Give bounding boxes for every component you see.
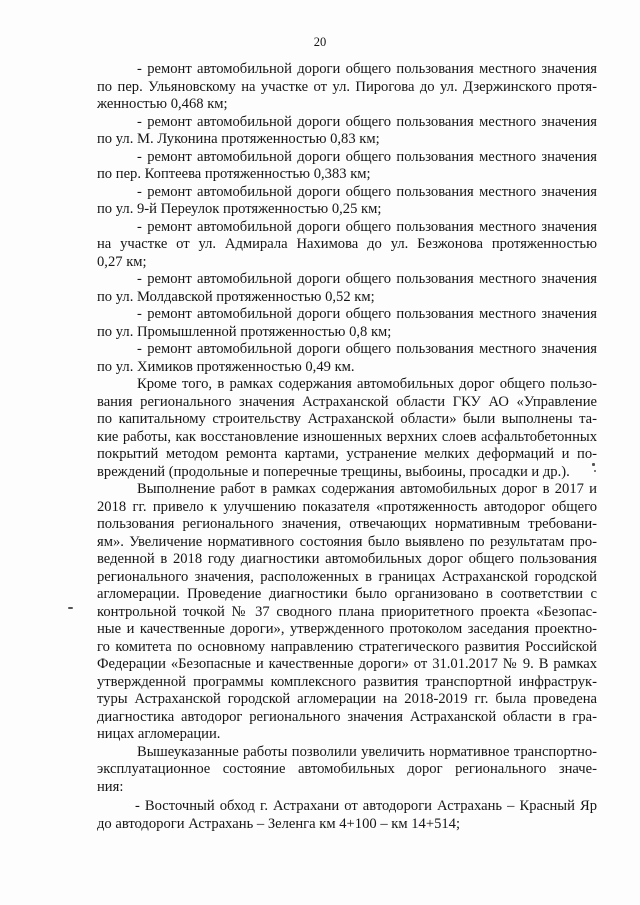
text-line: агломерации. Проведение диагностики было организовано в соответствии с [97, 586, 597, 602]
text-line: по ул. Химиков протяженностью 0,49 км. [97, 358, 355, 375]
text-line: регионального значения, расположенных в границах Астраханской городской [97, 568, 597, 585]
text-line: ницах агломерации. [97, 726, 221, 742]
text-line: по капитальному строительству Астраханской области» были выполнены та- [97, 411, 597, 427]
text-line: контрольной точкой № 37 сводного плана приоритетного проекта «Безопас- [97, 603, 597, 620]
text-line: - ремонт автомобильной дороги общего пользования местного значения [137, 113, 597, 130]
text-line: го комитета по основному направлению стратегического развития Российской [97, 638, 597, 655]
road-repair-item [97, 61, 597, 114]
text-line: по пер. Ульяновскому на участке от ул. Пирогова до ул. Дзержинского протя- [97, 78, 597, 95]
scan-speck [68, 607, 73, 609]
text-line: Вышеуказанные работы позволили увеличить нормативное транспортно- [137, 743, 597, 760]
document-body [97, 61, 597, 833]
text-line: Кроме того, в рамках содержания автомобильных дорог общего пользо- [137, 376, 597, 392]
road-repair-item [97, 149, 597, 184]
text-line: эксплуатационное состояние автомобильных дорог регионального значе- [97, 761, 597, 777]
road-repair-item [97, 306, 597, 341]
text-line: ные и качественные дороги», утвержденного протоколом заседания проектно- [97, 621, 597, 637]
road-repair-item [97, 184, 597, 219]
text-line: Федерации «Безопасные и качественные дороги» от 31.01.2017 № 9. В рамках [97, 656, 597, 672]
text-line: ям». Увеличение нормативного состояния было выявлено по результатам про- [97, 533, 597, 550]
road-repair-item [97, 271, 597, 306]
text-line: ния: [97, 778, 124, 795]
text-line: веденной в 2018 году диагностики автомобильных дорог общего пользования [97, 551, 597, 567]
text-line: до автодороги Астрахань – Зеленга км 4+100 – км 14+514; [97, 815, 461, 832]
text-line: - ремонт автомобильной дороги общего пользования местного значения [137, 306, 597, 322]
text-line: покрытий методом ремонта картами, устранение мелких деформаций и по- [97, 446, 597, 462]
road-repair-item [97, 219, 597, 272]
text-line: вания регионального значения Астраханской области ГКУ АО «Управление [97, 393, 597, 410]
text-line: диагностика автодорог регионального значения Астраханской области в гра- [97, 708, 597, 725]
paragraph-maintenance-works [97, 376, 597, 481]
text-line: туры Астраханской городской агломерации на 2018-2019 гг. была проведена [97, 691, 597, 707]
text-line: Выполнение работ в рамках содержания автомобильных дорог в 2017 и [137, 481, 597, 497]
text-line: - Восточный обход г. Астрахани от автодороги Астрахань – Красный Яр [135, 798, 597, 814]
text-line: 2018 гг. привело к улучшению показателя «протяженность автодорог общего [97, 498, 597, 515]
text-line: - ремонт автомобильной дороги общего пользования местного значения [137, 148, 597, 165]
text-line: по ул. Молдавской протяженностью 0,52 км; [97, 288, 375, 305]
road-repair-item [97, 341, 597, 376]
text-line: женностью 0,468 км; [97, 96, 228, 112]
text-line: по пер. Коптеева протяженностью 0,383 км; [97, 166, 371, 182]
paragraph-diagnostics [97, 481, 597, 744]
paragraph-results [97, 744, 597, 797]
text-line: утвержденной программы комплексного развития транспортной инфраструк- [97, 673, 597, 690]
page-number: 20 [313, 35, 327, 49]
text-line: на участке от ул. Адмирала Нахимова до ул. Безжонова протяженностью [97, 236, 597, 252]
text-line: по ул. М. Луконина протяженностью 0,83 км; [97, 131, 380, 147]
road-list-item [97, 798, 597, 833]
text-line: кие работы, как восстановление изношенных верхних слоев асфальтобетонных [97, 428, 597, 445]
text-line: 0,27 км; [97, 253, 147, 270]
text-line: пользования регионального значения, отвечающих нормативным требовани- [97, 516, 597, 532]
text-line: - ремонт автомобильной дороги общего пользования местного значения [137, 218, 597, 235]
road-repair-item [97, 114, 597, 149]
text-line: по ул. 9-й Переулок протяженностью 0,25 км; [97, 201, 382, 217]
text-line: - ремонт автомобильной дороги общего пользования местного значения [137, 183, 597, 200]
text-line: - ремонт автомобильной дороги общего пользования местного значения [137, 61, 597, 77]
text-line: - ремонт автомобильной дороги общего пользования местного значения [137, 341, 597, 357]
text-line: по ул. Промышленной протяженностью 0,8 км; [97, 323, 392, 340]
text-line: - ремонт автомобильной дороги общего пользования местного значения [137, 271, 597, 287]
text-line: вреждений (продольные и поперечные трещины, выбоины, просадки и др.). [97, 463, 570, 480]
